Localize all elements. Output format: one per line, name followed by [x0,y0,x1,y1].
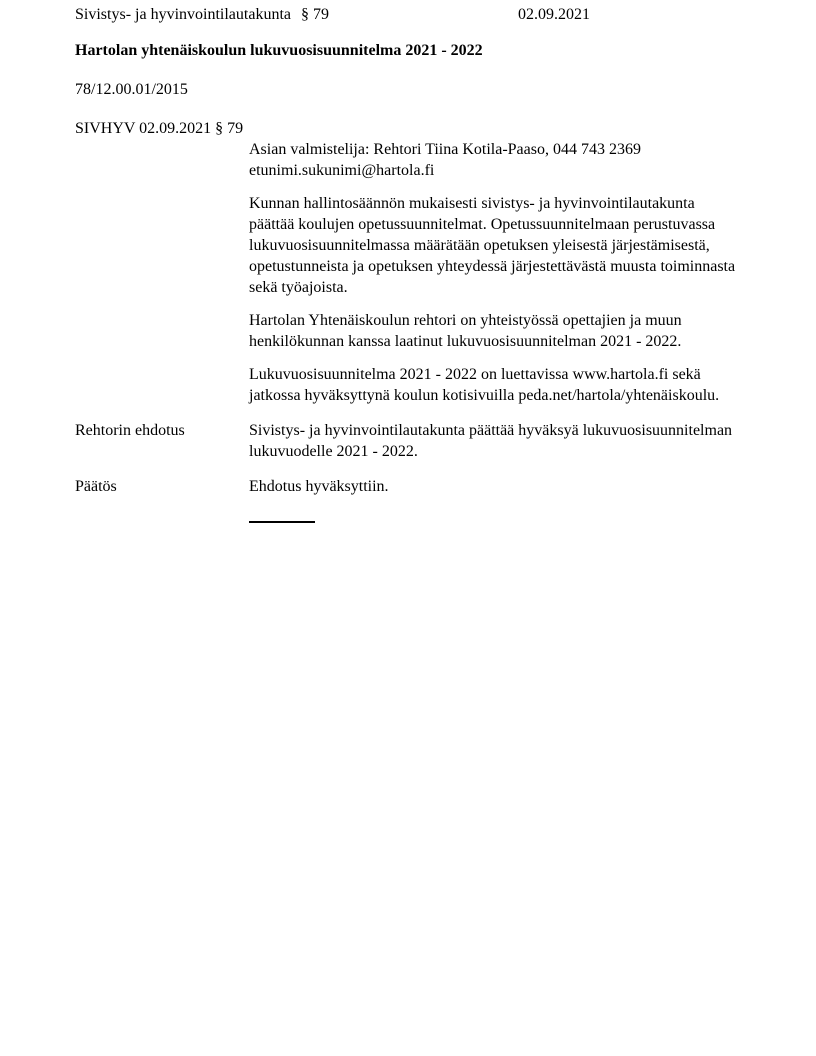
decision-text: Ehdotus hyväksyttiin. [249,478,389,495]
committee-name: Sivistys- ja hyvinvointilautakunta [75,6,291,23]
diary-number: 78/12.00.01/2015 [75,81,188,98]
preparer-line-1: Asian valmistelija: Rehtori Tiina Kotila-Paaso, 044 743 2369 [249,141,641,158]
body-column [249,139,737,406]
decision-section [75,476,750,497]
proposal-label: Rehtorin ehdotus [75,422,185,439]
proposal-text: Sivistys- ja hyvinvointilautakunta päättää hyväksyä lukuvuosisuunnitelman lukuvuodelle 2021 - 2022. [249,422,733,460]
signature-divider-line [249,521,315,523]
body-paragraph-1: Kunnan hallintosäännön mukaisesti sivistys- ja hyvinvointilautakunta päättää koulujen opetussuunnitelmat. Opetussuunnitelmaan perustuvassa lukuvuosisuunnitelmassa määrätään opetuksen yleisestä järjestämisestä, opetustunneista ja opetuksen yhteydessä järjestettävästä muusta toiminnasta sekä työajoista. [249,195,736,296]
agenda-item-heading: SIVHYV 02.09.2021 § 79 [75,120,244,137]
document-header [75,4,750,25]
document-date: 02.09.2021 [518,6,590,23]
preparer-line-2: etunimi.sukunimi@hartola.fi [249,162,435,179]
page-title: Hartolan yhtenäiskoulun lukuvuosisuunnitelma 2021 - 2022 [75,42,483,59]
decision-label: Päätös [75,478,117,495]
body-paragraph-3: Lukuvuosisuunnitelma 2021 - 2022 on luettavissa www.hartola.fi sekä jatkossa hyväksyttynä koulun kotisivuilla peda.net/hartola/yhtenäiskoulu. [249,366,720,404]
proposal-section [75,420,750,462]
header-section-number: § 79 [300,6,329,23]
body-paragraph-2: Hartolan Yhtenäiskoulun rehtori on yhteistyössä opettajien ja muun henkilökunnan kanssa laatinut lukuvuosisuunnitelman 2021 - 2022. [249,312,682,350]
